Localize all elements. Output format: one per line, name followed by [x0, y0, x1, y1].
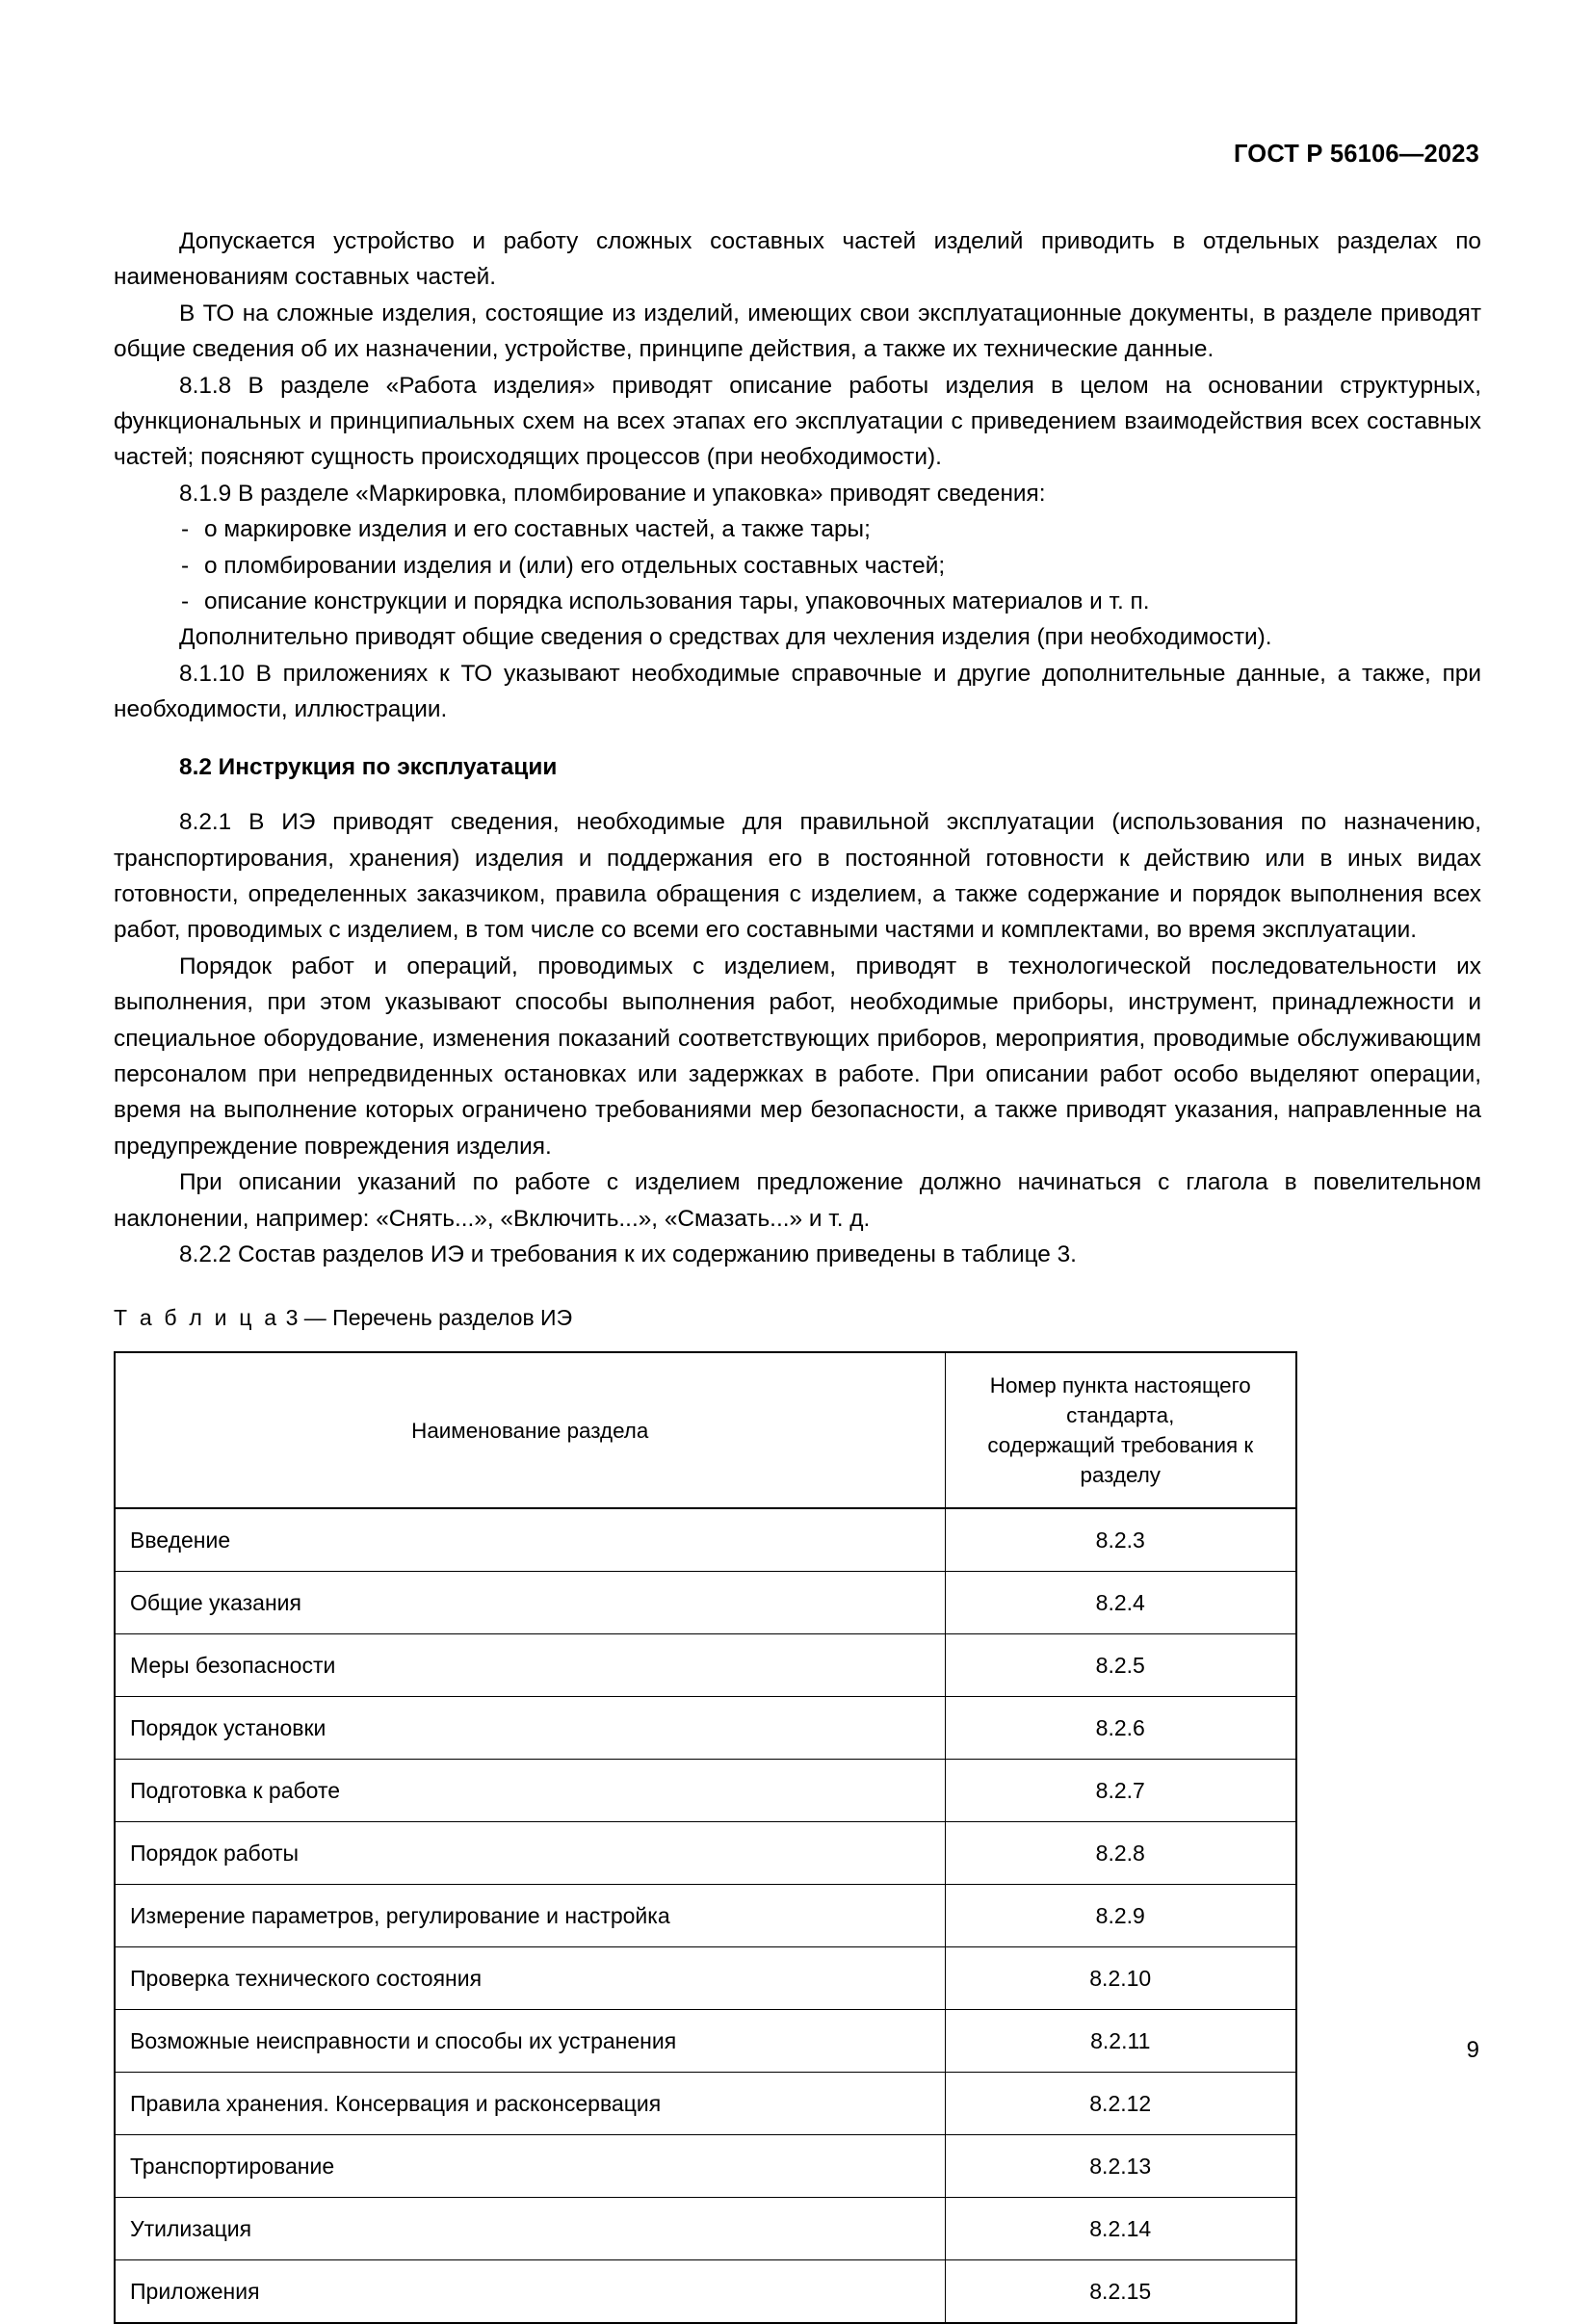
table-caption — [114, 1272, 1481, 1349]
paragraph-work-order: Порядок работ и операций, проводимых с изделием, приводят в технологической последовательности их выполнения, при этом указывают способы выполнения работ, необходимые приборы, инструмент, принадлежности и специальное оборудование, изменения показаний соответствующих приборов, мероприятия, проводимые обслуживающим персоналом при непредвиденных остановках или задержках в работе. При описании работ особо выделяют операции, время на выполнение которых ограничено требованиями мер безопасности, а также приводят указания, направленные на предупреждение повреждения изделия. — [114, 953, 1481, 1160]
table-row — [115, 1947, 1296, 2010]
cell-clause-number: 8.2.5 — [945, 1634, 1296, 1697]
column-header-clause-line1: Номер пункта настоящего стандарта, — [989, 1373, 1251, 1428]
sections-table — [114, 1351, 1297, 2324]
paragraph-allow-complex-parts: Допускается устройство и работу сложных составных частей изделий приводить в отдельных разделах по наименованиям составных частей. — [114, 228, 1481, 291]
paragraph-clause-8-2-2: 8.2.2 Состав разделов ИЭ и требования к их содержанию приведены в таблице 3. — [179, 1240, 1077, 1267]
list-item-label: описание конструкции и порядка использования тары, упаковочных материалов и т. п. — [204, 588, 1150, 615]
cell-section-name: Порядок работы — [115, 1822, 945, 1885]
cell-clause-number: 8.2.14 — [945, 2198, 1296, 2260]
cell-clause-number: 8.2.7 — [945, 1760, 1296, 1822]
paragraph-clause-8-1-10: 8.1.10 В приложениях к ТО указывают необходимые справочные и другие дополнительные данные, а также, при необходимости, иллюстрации. — [114, 660, 1481, 723]
list-item-label: о маркировке изделия и его составных частей, а также тары; — [204, 516, 871, 543]
table-row — [115, 1508, 1296, 1572]
dash-bullet-icon: - — [181, 588, 190, 615]
cell-section-name: Возможные неисправности и способы их устранения — [115, 2010, 945, 2073]
table-row — [115, 1885, 1296, 1947]
paragraph-clause-8-1-8: 8.1.8 В разделе «Работа изделия» приводят описание работы изделия в целом на основании структурных, функциональных и принципиальных схем на всех этапах его эксплуатации с приведением взаимодействия всех составных частей; поясняют сущность происходящих процессов (при необходимости). — [114, 372, 1481, 471]
section-heading-8-2: 8.2 Инструкция по эксплуатации — [179, 753, 558, 780]
table-row — [115, 1697, 1296, 1760]
paragraph-imperative-mood: При описании указаний по работе с изделием предложение должно начинаться с глагола в повелительном наклонении, например: «Снять...», «Включить...», «Смазать...» и т. д. — [114, 1169, 1481, 1232]
table-row — [115, 2198, 1296, 2260]
cell-section-name: Правила хранения. Консервация и расконсервация — [115, 2073, 945, 2135]
cell-clause-number: 8.2.4 — [945, 1572, 1296, 1634]
list-item — [114, 584, 1481, 619]
cell-section-name: Измерение параметров, регулирование и настройка — [115, 1885, 945, 1947]
cell-section-name: Введение — [115, 1508, 945, 1572]
cell-section-name: Приложения — [115, 2260, 945, 2324]
table-row — [115, 1760, 1296, 1822]
cell-section-name: Проверка технического состояния — [115, 1947, 945, 2010]
cell-section-name: Утилизация — [115, 2198, 945, 2260]
list-item — [114, 511, 1481, 547]
cell-section-name: Подготовка к работе — [115, 1760, 945, 1822]
table-caption-label: Т а б л и ц а — [114, 1305, 280, 1331]
list-item — [114, 548, 1481, 584]
paragraph-clause-8-1-9: 8.1.9 В разделе «Маркировка, пломбирование и упаковка» приводят сведения: — [179, 480, 1046, 507]
cell-clause-number: 8.2.10 — [945, 1947, 1296, 2010]
table-caption-text: 3 — Перечень разделов ИЭ — [285, 1305, 573, 1331]
dash-bullet-icon: - — [181, 552, 190, 579]
cell-section-name: Порядок установки — [115, 1697, 945, 1760]
table-header-row — [115, 1352, 1296, 1508]
paragraph-to-complex-products: В ТО на сложные изделия, состоящие из изделий, имеющих свои эксплуатационные документы, в разделе приводят общие сведения об их назначении, устройстве, принципе действия, а также их технические данные. — [114, 300, 1481, 363]
cell-clause-number: 8.2.9 — [945, 1885, 1296, 1947]
table-row — [115, 2073, 1296, 2135]
table-row — [115, 1634, 1296, 1697]
table-body — [115, 1508, 1296, 2323]
paragraph-clause-8-2-1: 8.2.1 В ИЭ приводят сведения, необходимые для правильной эксплуатации (использования по назначению, транспортирования, хранения) изделия и поддержания его в постоянной готовности к действию или в иных видах готовности, определенных заказчиком, правила обращения с изделием, а также содержание и порядок выполнения всех работ, проводимых с изделием, в том числе со всеми его составными частями и комплектами, во время эксплуатации. — [114, 809, 1481, 944]
table-head — [115, 1352, 1296, 1508]
table-row — [115, 1572, 1296, 1634]
cell-section-name: Общие указания — [115, 1572, 945, 1634]
cell-clause-number: 8.2.13 — [945, 2135, 1296, 2198]
column-header-section-name: Наименование раздела — [115, 1352, 945, 1508]
document-body — [114, 223, 1481, 2324]
cell-section-name: Транспортирование — [115, 2135, 945, 2198]
page-number: 9 — [1466, 2037, 1479, 2063]
cell-clause-number: 8.2.15 — [945, 2260, 1296, 2324]
cell-section-name: Меры безопасности — [115, 1634, 945, 1697]
table-row — [115, 1822, 1296, 1885]
dash-bullet-icon: - — [181, 516, 190, 543]
cell-clause-number: 8.2.12 — [945, 2073, 1296, 2135]
table-row — [115, 2260, 1296, 2324]
standard-number-header: ГОСТ Р 56106—2023 — [1233, 141, 1479, 168]
table-row — [115, 2135, 1296, 2198]
list-item-label: о пломбировании изделия и (или) его отдельных составных частей; — [204, 552, 946, 579]
marking-sealing-packaging-list — [114, 511, 1481, 619]
cell-clause-number: 8.2.8 — [945, 1822, 1296, 1885]
cell-clause-number: 8.2.11 — [945, 2010, 1296, 2073]
column-header-clause-line2: содержащий требования к разделу — [987, 1433, 1254, 1488]
cell-clause-number: 8.2.6 — [945, 1697, 1296, 1760]
column-header-clause-number — [945, 1352, 1296, 1508]
cell-clause-number: 8.2.3 — [945, 1508, 1296, 1572]
paragraph-cover-means: Дополнительно приводят общие сведения о средствах для чехления изделия (при необходимости). — [179, 624, 1272, 651]
table-row — [115, 2010, 1296, 2073]
